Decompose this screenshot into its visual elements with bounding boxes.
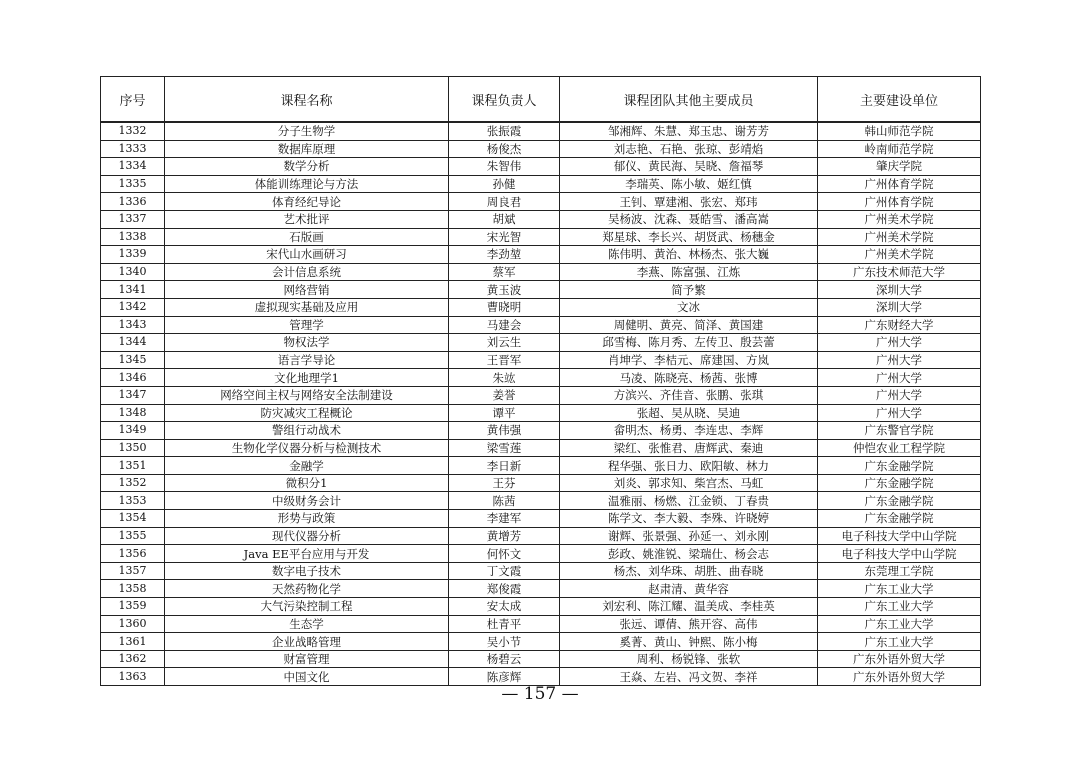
cell-team-members: 王钊、覃建湘、张宏、郑玮 — [560, 193, 818, 211]
table-row — [101, 369, 981, 387]
cell-course-lead: 黄增芳 — [449, 527, 560, 545]
cell-index: 1358 — [101, 580, 165, 598]
cell-course-lead: 陈彦辉 — [449, 668, 560, 686]
header-course-lead: 课程负责人 — [449, 77, 560, 123]
cell-institution: 广州大学 — [818, 404, 981, 422]
header-institution: 主要建设单位 — [818, 77, 981, 123]
cell-course-lead: 胡斌 — [449, 210, 560, 228]
cell-index: 1343 — [101, 316, 165, 334]
cell-team-members: 陈学文、李大毅、李殊、许晓婷 — [560, 510, 818, 528]
cell-course-lead: 何怀文 — [449, 545, 560, 563]
cell-team-members: 畲明杰、杨勇、李连忠、李辉 — [560, 422, 818, 440]
cell-course-name: 体育经纪导论 — [165, 193, 449, 211]
cell-team-members: 赵肃清、黄华容 — [560, 580, 818, 598]
cell-institution: 广东工业大学 — [818, 580, 981, 598]
cell-index: 1356 — [101, 545, 165, 563]
cell-course-name: 防灾减灾工程概论 — [165, 404, 449, 422]
table-row — [101, 351, 981, 369]
cell-index: 1341 — [101, 281, 165, 299]
cell-team-members: 周健明、黄亮、简泽、黄国建 — [560, 316, 818, 334]
cell-course-name: 管理学 — [165, 316, 449, 334]
table-row — [101, 246, 981, 264]
cell-institution: 广东工业大学 — [818, 615, 981, 633]
cell-course-name: 宋代山水画研习 — [165, 246, 449, 264]
cell-institution: 肇庆学院 — [818, 158, 981, 176]
cell-course-lead: 陈茜 — [449, 492, 560, 510]
cell-course-lead: 宋光智 — [449, 228, 560, 246]
cell-course-name: 数字电子技术 — [165, 562, 449, 580]
cell-course-name: 微积分1 — [165, 474, 449, 492]
cell-course-name: 文化地理学1 — [165, 369, 449, 387]
table-row — [101, 298, 981, 316]
cell-index: 1337 — [101, 210, 165, 228]
cell-team-members: 吴杨波、沈森、聂皓雪、潘高嵩 — [560, 210, 818, 228]
cell-course-name: 石版画 — [165, 228, 449, 246]
cell-institution: 广州大学 — [818, 351, 981, 369]
cell-team-members: 谢辉、张景强、孙延一、刘永刚 — [560, 527, 818, 545]
cell-course-lead: 蔡军 — [449, 263, 560, 281]
table-header-row — [101, 77, 981, 123]
cell-course-name: 数据库原理 — [165, 140, 449, 158]
cell-course-name: 警组行动战术 — [165, 422, 449, 440]
cell-course-name: 中级财务会计 — [165, 492, 449, 510]
table-row — [101, 439, 981, 457]
cell-index: 1332 — [101, 122, 165, 140]
cell-institution: 广东警官学院 — [818, 422, 981, 440]
cell-institution: 广州大学 — [818, 334, 981, 352]
cell-index: 1349 — [101, 422, 165, 440]
cell-team-members: 刘宏利、陈江耀、温美成、李桂英 — [560, 598, 818, 616]
cell-team-members: 马凌、陈晓亮、杨茜、张博 — [560, 369, 818, 387]
table-row — [101, 457, 981, 475]
cell-index: 1338 — [101, 228, 165, 246]
cell-index: 1352 — [101, 474, 165, 492]
cell-course-lead: 王晋军 — [449, 351, 560, 369]
cell-team-members: 奚菁、黄山、钟熙、陈小梅 — [560, 633, 818, 651]
cell-team-members: 邹湘辉、朱慧、郑玉忠、谢芳芳 — [560, 122, 818, 140]
cell-course-lead: 丁文霞 — [449, 562, 560, 580]
cell-index: 1353 — [101, 492, 165, 510]
table-row — [101, 510, 981, 528]
cell-course-lead: 杨碧云 — [449, 650, 560, 668]
cell-team-members: 李瑞英、陈小敏、姬红慎 — [560, 175, 818, 193]
cell-team-members: 文冰 — [560, 298, 818, 316]
cell-index: 1350 — [101, 439, 165, 457]
cell-institution: 广州美术学院 — [818, 228, 981, 246]
cell-course-name: 大气污染控制工程 — [165, 598, 449, 616]
cell-institution: 广州体育学院 — [818, 175, 981, 193]
cell-course-lead: 朱智伟 — [449, 158, 560, 176]
cell-index: 1340 — [101, 263, 165, 281]
cell-institution: 广东金融学院 — [818, 510, 981, 528]
cell-institution: 深圳大学 — [818, 281, 981, 299]
cell-institution: 广州美术学院 — [818, 210, 981, 228]
table-row — [101, 334, 981, 352]
cell-team-members: 郁仪、黄民海、吴晓、詹福琴 — [560, 158, 818, 176]
cell-team-members: 张远、谭倩、熊开容、高伟 — [560, 615, 818, 633]
cell-course-name: 虚拟现实基础及应用 — [165, 298, 449, 316]
cell-institution: 电子科技大学中山学院 — [818, 545, 981, 563]
cell-course-name: 生态学 — [165, 615, 449, 633]
cell-team-members: 程华强、张日力、欧阳敏、林力 — [560, 457, 818, 475]
cell-institution: 电子科技大学中山学院 — [818, 527, 981, 545]
table-row — [101, 598, 981, 616]
cell-index: 1346 — [101, 369, 165, 387]
cell-institution: 广州美术学院 — [818, 246, 981, 264]
cell-index: 1363 — [101, 668, 165, 686]
cell-course-name: 形势与政策 — [165, 510, 449, 528]
cell-course-lead: 姜誉 — [449, 386, 560, 404]
cell-team-members: 简予繁 — [560, 281, 818, 299]
table-row — [101, 615, 981, 633]
cell-index: 1351 — [101, 457, 165, 475]
cell-course-lead: 吴小节 — [449, 633, 560, 651]
cell-team-members: 梁红、张惟君、唐辉武、秦迪 — [560, 439, 818, 457]
cell-course-name: 语言学导论 — [165, 351, 449, 369]
table-row — [101, 650, 981, 668]
cell-course-name: 中国文化 — [165, 668, 449, 686]
table-row — [101, 580, 981, 598]
cell-course-lead: 梁雪莲 — [449, 439, 560, 457]
cell-course-name: 数学分析 — [165, 158, 449, 176]
table-row — [101, 633, 981, 651]
cell-team-members: 温雅丽、杨燃、江金锁、丁春贵 — [560, 492, 818, 510]
cell-index: 1333 — [101, 140, 165, 158]
table-row — [101, 140, 981, 158]
cell-index: 1339 — [101, 246, 165, 264]
cell-course-name: 会计信息系统 — [165, 263, 449, 281]
cell-course-name: 体能训练理论与方法 — [165, 175, 449, 193]
cell-index: 1342 — [101, 298, 165, 316]
cell-course-name: 金融学 — [165, 457, 449, 475]
course-table — [100, 76, 981, 686]
cell-team-members: 方滨兴、齐佳音、张鹏、张琪 — [560, 386, 818, 404]
table-row — [101, 562, 981, 580]
cell-course-lead: 张振霞 — [449, 122, 560, 140]
cell-institution: 广东外语外贸大学 — [818, 668, 981, 686]
cell-course-lead: 黄伟强 — [449, 422, 560, 440]
table-row — [101, 386, 981, 404]
cell-course-name: 物权法学 — [165, 334, 449, 352]
table-row — [101, 263, 981, 281]
cell-index: 1345 — [101, 351, 165, 369]
cell-team-members: 肖坤学、李桔元、席建国、方岚 — [560, 351, 818, 369]
table-row — [101, 527, 981, 545]
cell-course-lead: 李日新 — [449, 457, 560, 475]
header-index: 序号 — [101, 77, 165, 123]
cell-index: 1355 — [101, 527, 165, 545]
table-row — [101, 175, 981, 193]
cell-course-lead: 安太成 — [449, 598, 560, 616]
page-number: — 157 — — [501, 684, 579, 704]
cell-team-members: 杨杰、刘华珠、胡胜、曲春晓 — [560, 562, 818, 580]
cell-index: 1344 — [101, 334, 165, 352]
cell-team-members: 张超、吴从晓、吴迪 — [560, 404, 818, 422]
cell-institution: 广东金融学院 — [818, 474, 981, 492]
cell-index: 1354 — [101, 510, 165, 528]
table-body — [101, 122, 981, 686]
cell-institution: 广东财经大学 — [818, 316, 981, 334]
table-row — [101, 422, 981, 440]
table-row — [101, 228, 981, 246]
cell-index: 1359 — [101, 598, 165, 616]
cell-course-lead: 孙健 — [449, 175, 560, 193]
cell-course-lead: 曹晓明 — [449, 298, 560, 316]
cell-institution: 韩山师范学院 — [818, 122, 981, 140]
cell-course-lead: 郑俊霞 — [449, 580, 560, 598]
cell-course-name: 生物化学仪器分析与检测技术 — [165, 439, 449, 457]
cell-course-name: 网络营销 — [165, 281, 449, 299]
cell-course-name: 企业战略管理 — [165, 633, 449, 651]
cell-team-members: 李燕、陈富强、江炼 — [560, 263, 818, 281]
cell-course-lead: 李建军 — [449, 510, 560, 528]
header-team-members: 课程团队其他主要成员 — [560, 77, 818, 123]
table-row — [101, 404, 981, 422]
cell-index: 1361 — [101, 633, 165, 651]
cell-institution: 岭南师范学院 — [818, 140, 981, 158]
cell-course-lead: 刘云生 — [449, 334, 560, 352]
cell-course-lead: 周良君 — [449, 193, 560, 211]
cell-index: 1362 — [101, 650, 165, 668]
table-row — [101, 158, 981, 176]
cell-course-name: 现代仪器分析 — [165, 527, 449, 545]
cell-team-members: 刘志艳、石艳、张琼、彭靖焰 — [560, 140, 818, 158]
cell-course-lead: 谭平 — [449, 404, 560, 422]
cell-institution: 广州体育学院 — [818, 193, 981, 211]
cell-team-members: 周利、杨锐锋、张软 — [560, 650, 818, 668]
table-row — [101, 193, 981, 211]
cell-course-name: 分子生物学 — [165, 122, 449, 140]
cell-team-members: 陈伟明、黄治、林杨杰、张大巍 — [560, 246, 818, 264]
cell-course-lead: 李劲堃 — [449, 246, 560, 264]
cell-course-name: 艺术批评 — [165, 210, 449, 228]
cell-course-lead: 王芬 — [449, 474, 560, 492]
cell-course-name: 天然药物化学 — [165, 580, 449, 598]
cell-team-members: 郑星球、李长兴、胡贤武、杨穗金 — [560, 228, 818, 246]
table-row — [101, 281, 981, 299]
cell-institution: 广州大学 — [818, 369, 981, 387]
cell-course-name: 网络空间主权与网络安全法制建设 — [165, 386, 449, 404]
cell-institution: 广东工业大学 — [818, 598, 981, 616]
cell-course-name: 财富管理 — [165, 650, 449, 668]
header-course-name: 课程名称 — [165, 77, 449, 123]
cell-institution: 广东金融学院 — [818, 457, 981, 475]
cell-institution: 广东技术师范大学 — [818, 263, 981, 281]
cell-institution: 深圳大学 — [818, 298, 981, 316]
cell-index: 1347 — [101, 386, 165, 404]
cell-institution: 广东工业大学 — [818, 633, 981, 651]
cell-team-members: 王焱、左岩、冯文贺、李祥 — [560, 668, 818, 686]
cell-course-lead: 杨俊杰 — [449, 140, 560, 158]
cell-index: 1360 — [101, 615, 165, 633]
table-row — [101, 316, 981, 334]
table-row — [101, 210, 981, 228]
cell-institution: 广州大学 — [818, 386, 981, 404]
cell-institution: 仲恺农业工程学院 — [818, 439, 981, 457]
table-row — [101, 668, 981, 686]
cell-team-members: 邱雪梅、陈月秀、左传卫、殷芸蕾 — [560, 334, 818, 352]
cell-index: 1348 — [101, 404, 165, 422]
cell-institution: 广东金融学院 — [818, 492, 981, 510]
table-row — [101, 474, 981, 492]
cell-institution: 广东外语外贸大学 — [818, 650, 981, 668]
cell-team-members: 彭政、姚淮锐、梁瑞仕、杨会志 — [560, 545, 818, 563]
cell-index: 1335 — [101, 175, 165, 193]
cell-course-lead: 朱竑 — [449, 369, 560, 387]
cell-institution: 东莞理工学院 — [818, 562, 981, 580]
table-row — [101, 545, 981, 563]
cell-index: 1336 — [101, 193, 165, 211]
cell-course-lead: 黄玉波 — [449, 281, 560, 299]
cell-course-lead: 杜青平 — [449, 615, 560, 633]
cell-team-members: 刘炎、郭求知、柴宫杰、马虹 — [560, 474, 818, 492]
cell-course-name: Java EE平台应用与开发 — [165, 545, 449, 563]
table-row — [101, 492, 981, 510]
cell-course-lead: 马建会 — [449, 316, 560, 334]
cell-index: 1334 — [101, 158, 165, 176]
cell-index: 1357 — [101, 562, 165, 580]
table-row — [101, 122, 981, 140]
